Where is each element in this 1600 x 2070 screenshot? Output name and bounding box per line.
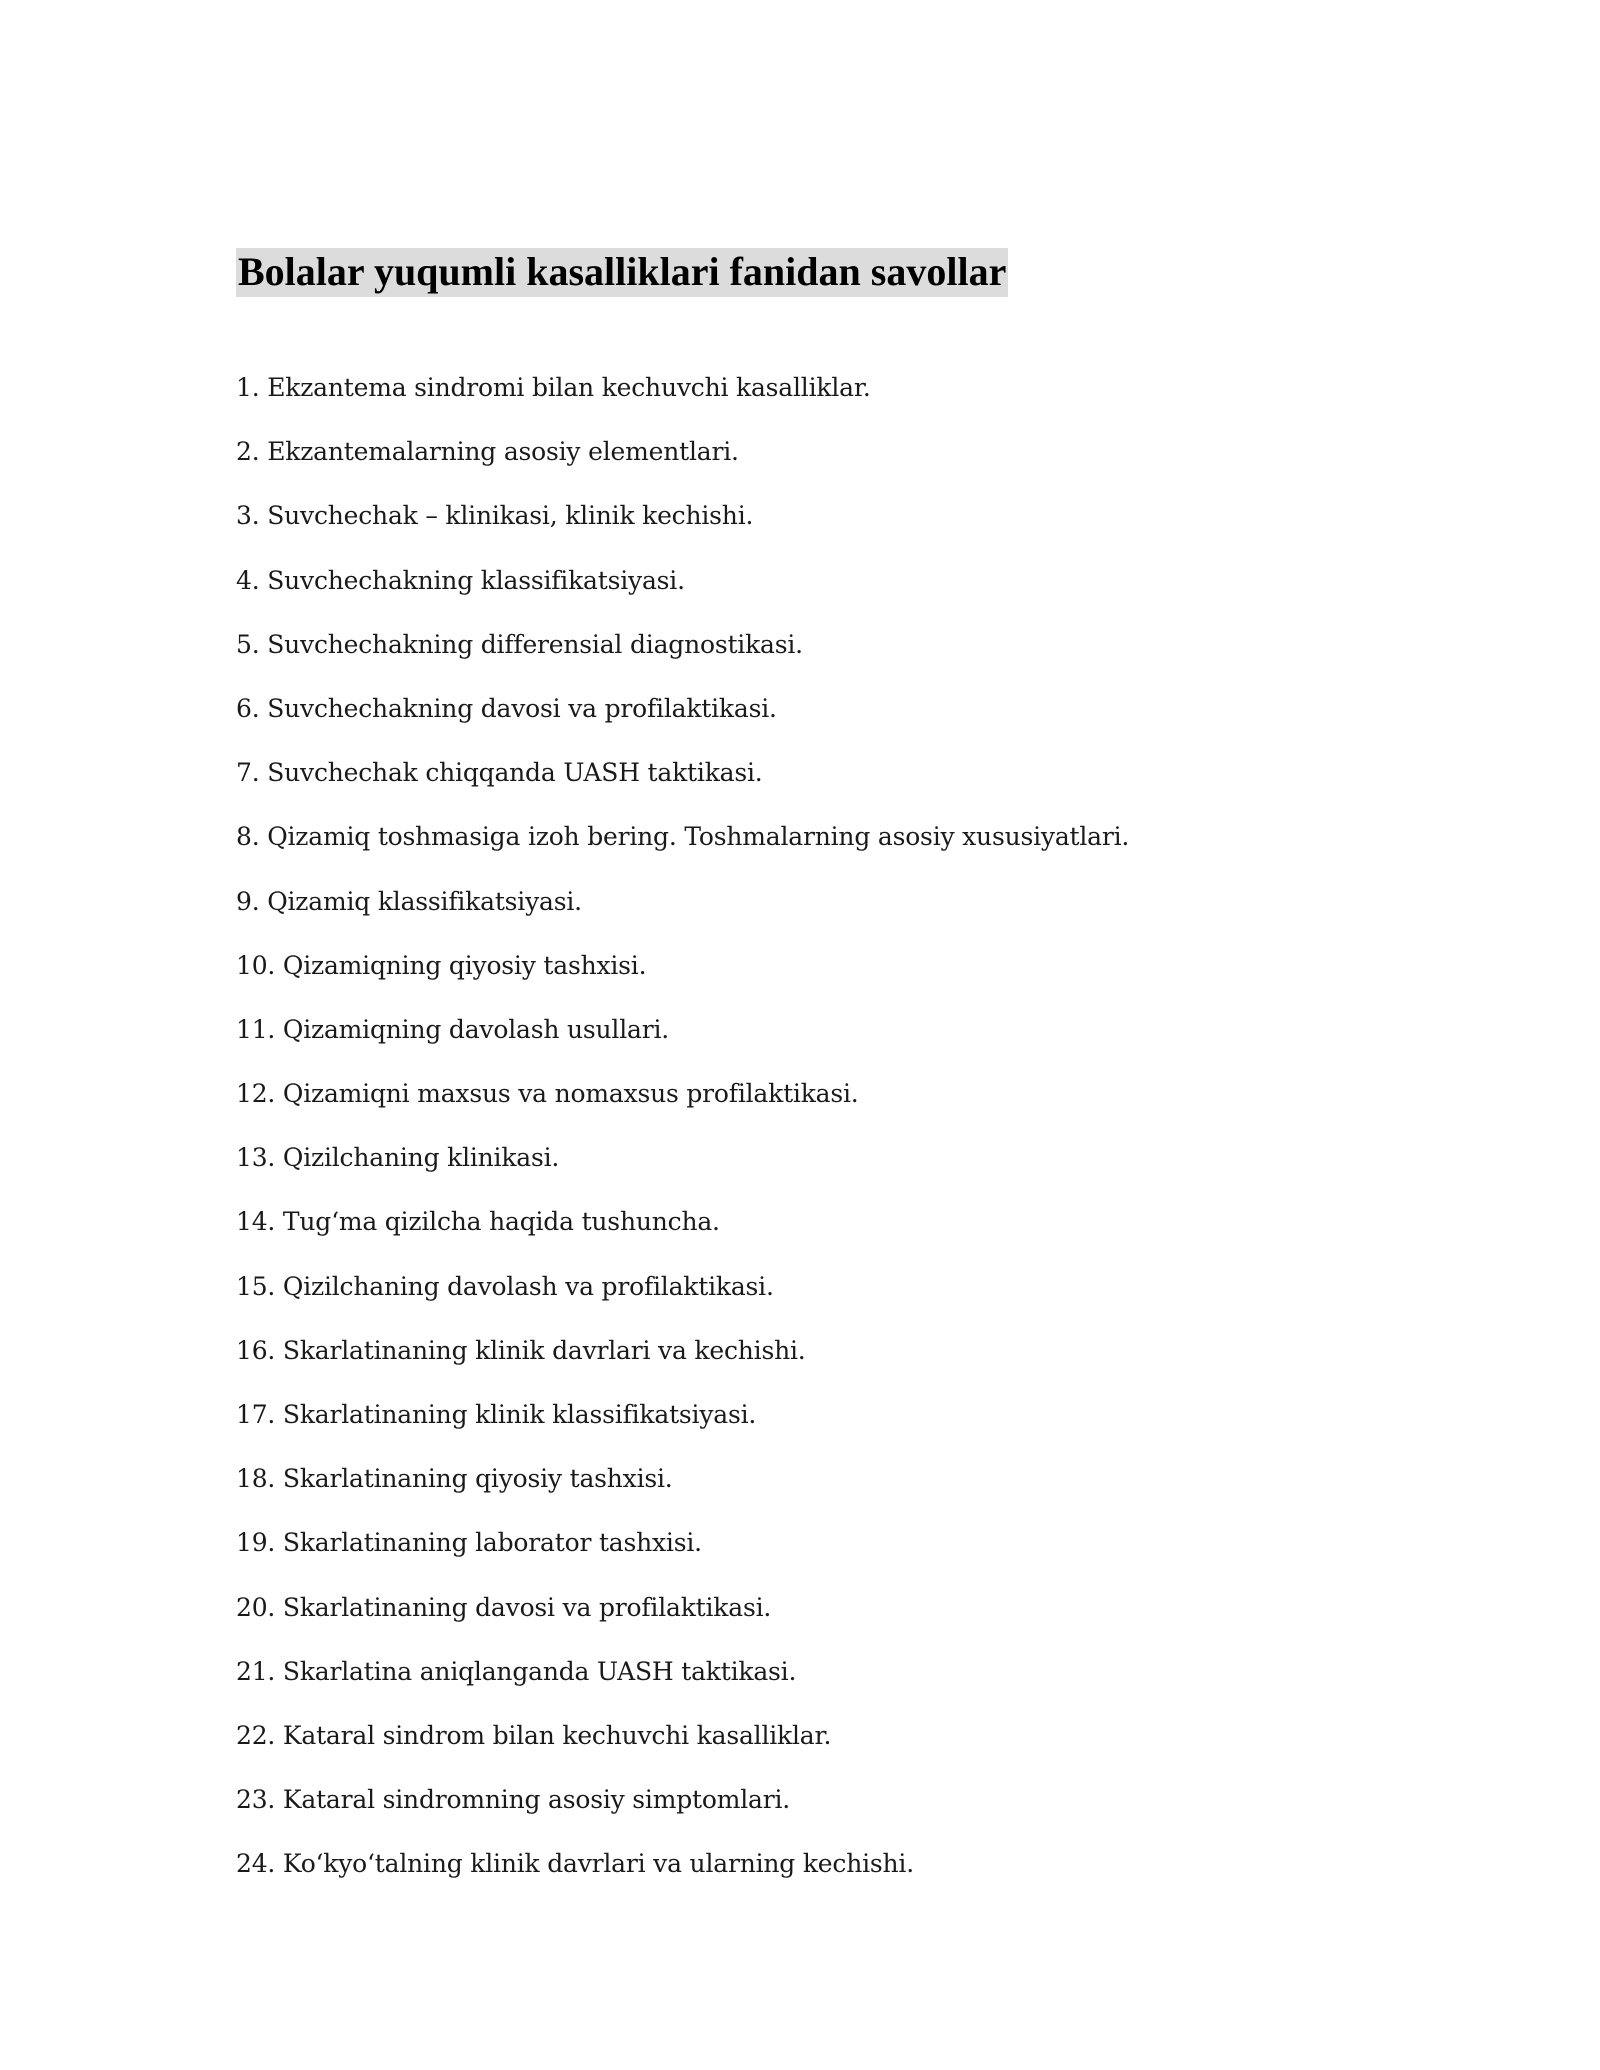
question-item: 7. Suvchechak chiqqanda UASH taktikasi. bbox=[236, 758, 763, 788]
question-item: 22. Kataral sindrom bilan kechuvchi kasalliklar. bbox=[236, 1720, 832, 1750]
question-list bbox=[236, 372, 1129, 1913]
question-item: 9. Qizamiq klassifikatsiyasi. bbox=[236, 886, 582, 916]
document-title: Bolalar yuqumli kasalliklari fanidan savollar bbox=[236, 248, 1008, 297]
question-item: 20. Skarlatinaning davosi va profilaktikasi. bbox=[236, 1592, 772, 1622]
question-item: 13. Qizilchaning klinikasi. bbox=[236, 1143, 560, 1173]
question-item: 17. Skarlatinaning klinik klassifikatsiyasi. bbox=[236, 1400, 757, 1429]
question-item: 6. Suvchechakning davosi va profilaktikasi. bbox=[236, 693, 777, 723]
question-item: 2. Ekzantemalarning asosiy elementlari. bbox=[236, 437, 739, 467]
question-item: 12. Qizamiqni maxsus va nomaxsus profilaktikasi. bbox=[236, 1079, 859, 1109]
question-item: 8. Qizamiq toshmasiga izoh bering. Toshmalarning asosiy xususiyatlari. bbox=[236, 822, 1130, 852]
question-item: 15. Qizilchaning davolash va profilaktikasi. bbox=[236, 1271, 774, 1301]
question-item: 18. Skarlatinaning qiyosiy tashxisi. bbox=[236, 1464, 673, 1494]
question-item: 16. Skarlatinaning klinik davrlari va kechishi. bbox=[236, 1335, 806, 1365]
question-item: 19. Skarlatinaning laborator tashxisi. bbox=[236, 1528, 702, 1558]
question-item: 4. Suvchechakning klassifikatsiyasi. bbox=[236, 565, 685, 595]
question-item: 1. Ekzantema sindromi bilan kechuvchi kasalliklar. bbox=[236, 373, 871, 402]
question-item: 3. Suvchechak – klinikasi, klinik kechishi. bbox=[236, 501, 754, 531]
question-item: 14. Tug‘ma qizilcha haqida tushuncha. bbox=[236, 1207, 720, 1237]
question-item: 5. Suvchechakning differensial diagnostikasi. bbox=[236, 629, 803, 659]
question-item: 23. Kataral sindromning asosiy simptomlari. bbox=[236, 1785, 791, 1815]
question-item: 21. Skarlatina aniqlanganda UASH taktikasi. bbox=[236, 1656, 797, 1686]
question-item: 24. Ko‘kyo‘talning klinik davrlari va ularning kechishi. bbox=[236, 1849, 914, 1879]
question-item: 11. Qizamiqning davolash usullari. bbox=[236, 1014, 670, 1044]
question-item: 10. Qizamiqning qiyosiy tashxisi. bbox=[236, 950, 647, 980]
